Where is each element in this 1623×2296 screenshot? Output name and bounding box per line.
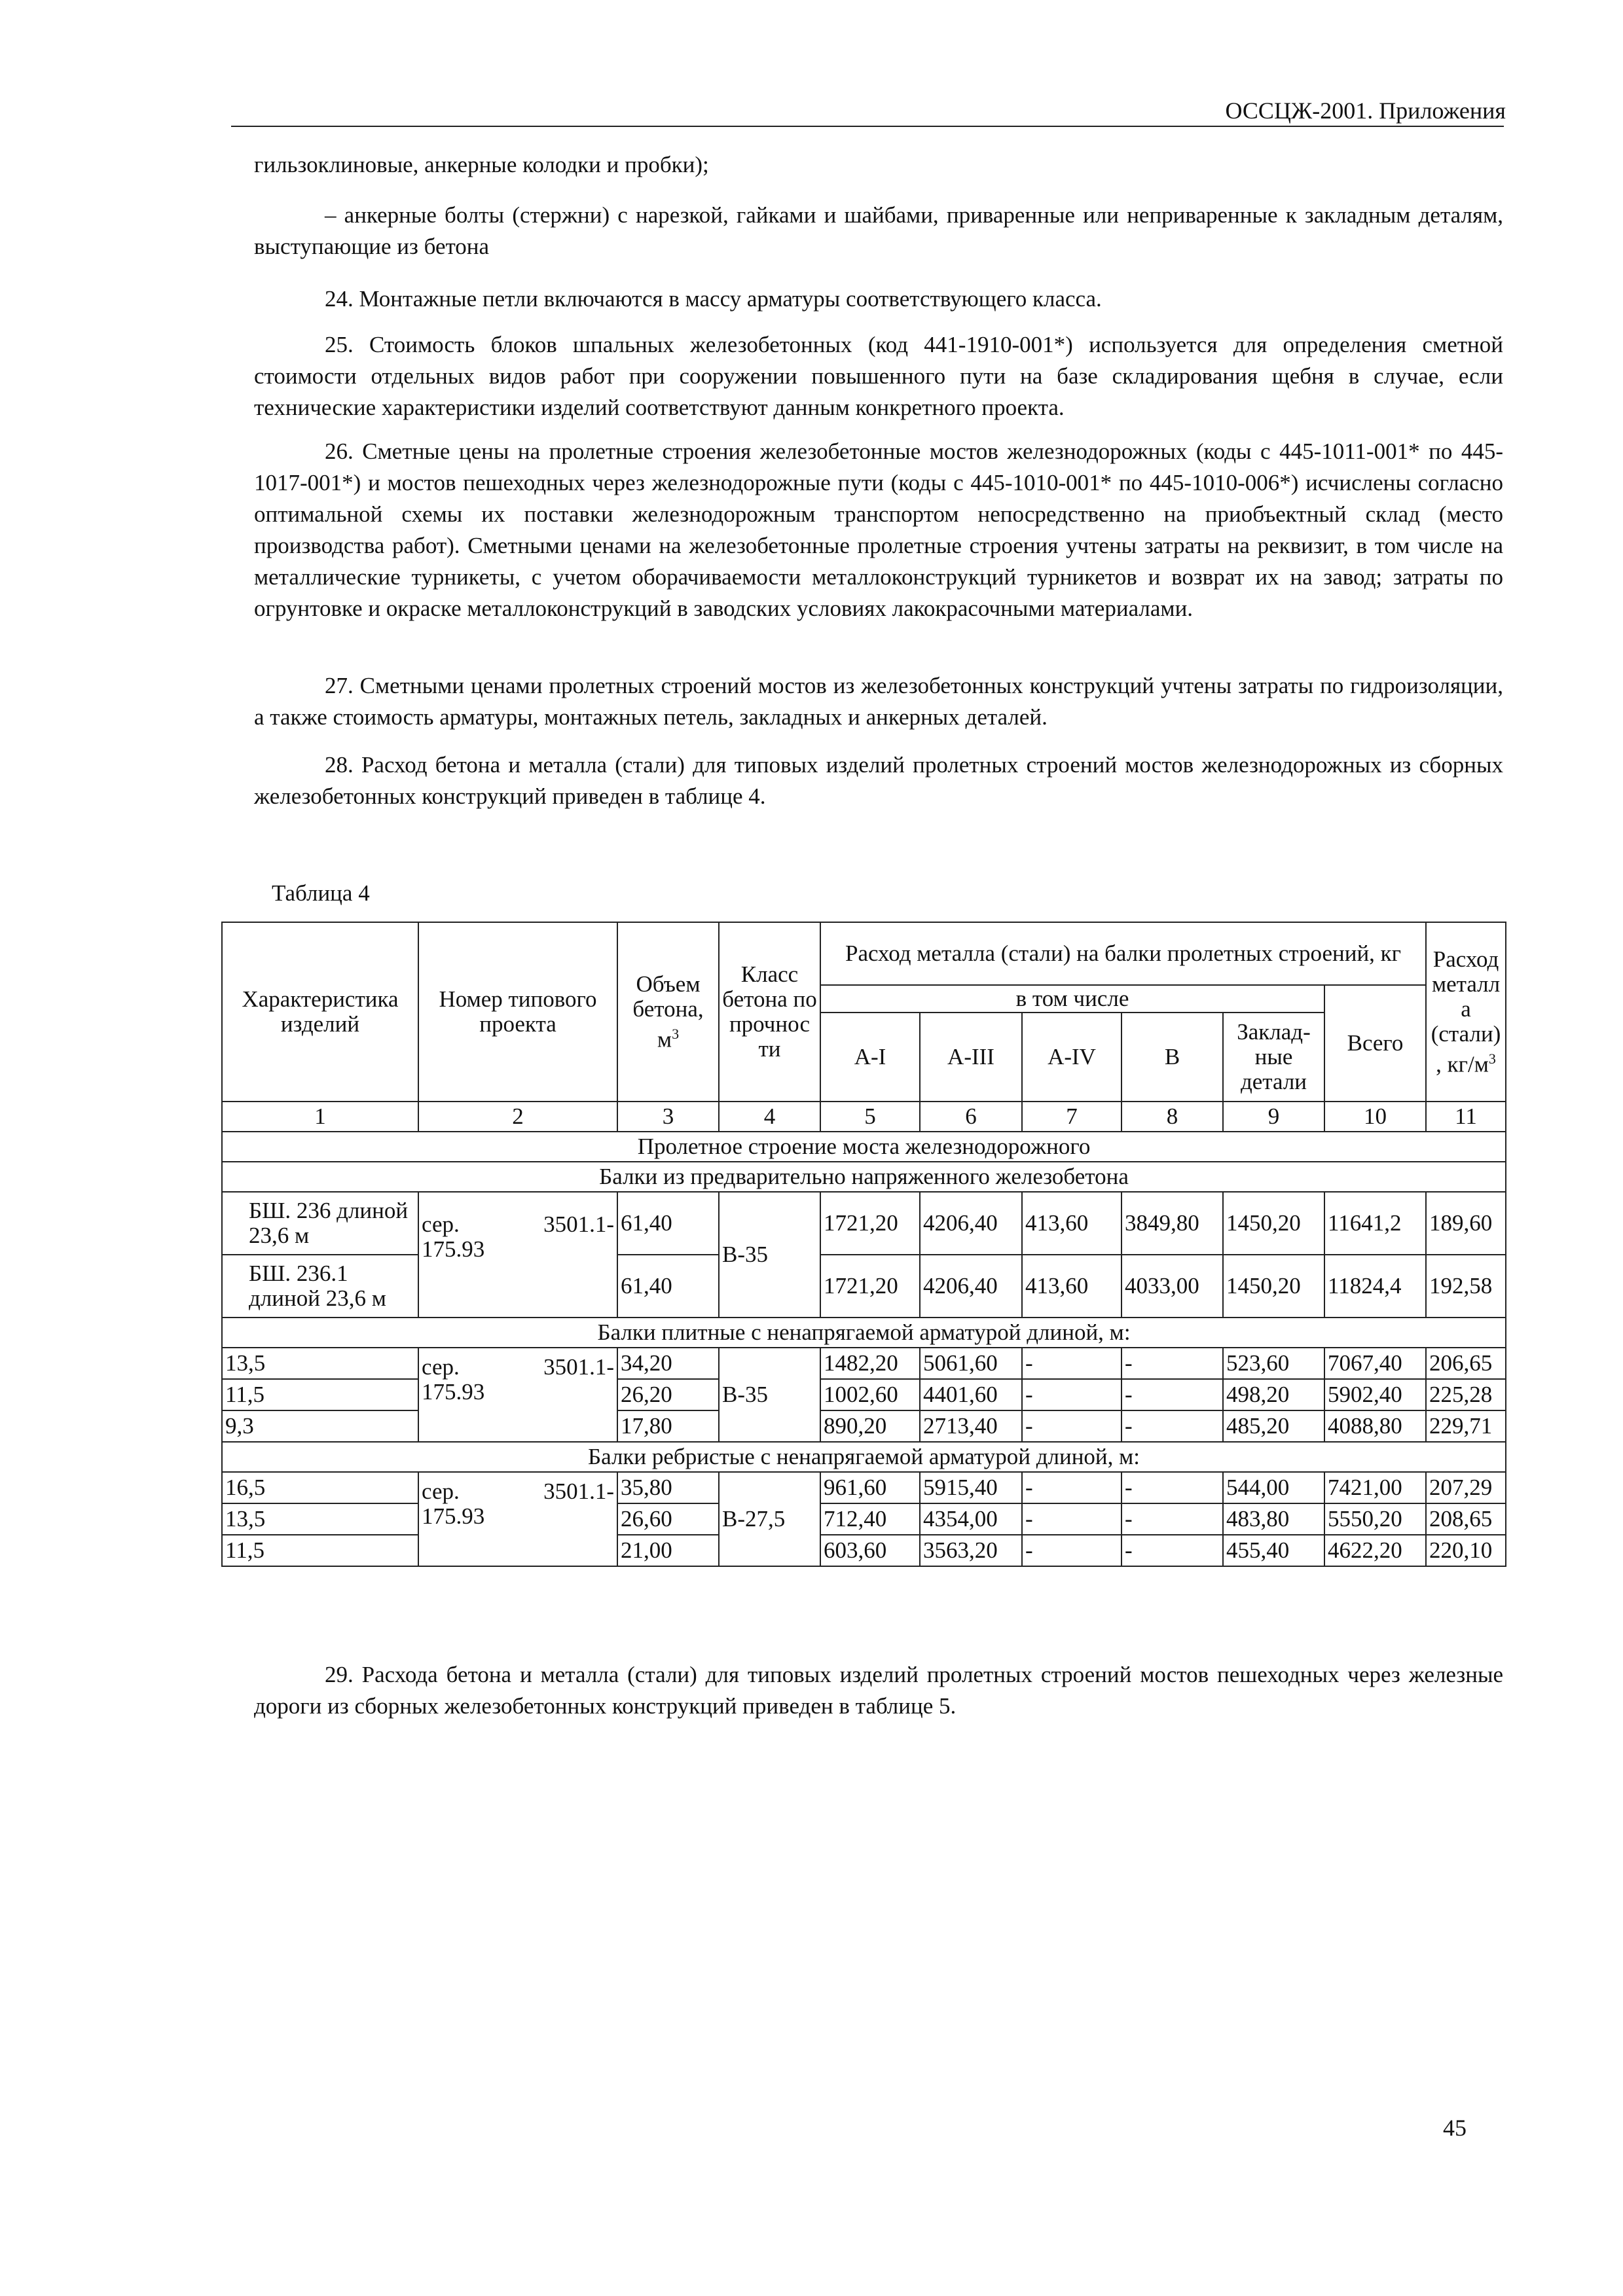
- paragraph-29: 29. Расхода бетона и металла (стали) для типовых изделий пролетных строений мостов пешеходных через железные дороги из сборных железобетонных конструкций приведен в таблице 5.: [254, 1662, 1503, 1719]
- paragraph-26: 26. Сметные цены на пролетные строения железобетонные мостов железнодорожных (коды с 445-1011-001* по 445-1017-001*) и мостов пешеходных через железнодорожные пути (коды с 445-1010-001* по 445-1010-006*) исчислены согласно оптимальной схемы их поставки железнодорожным транспортом непосредственно на приобъектный склад (место производства работ). Сметными ценами на железобетонные пролетные строения учтены затраты на реквизит, в том числе на металлические турникеты, с учетом оборачиваемости металлоконструкций турникетов и возврат их на завод; затраты по огрунтовке и окраске металлоконструкций в заводских условиях лакокрасочными материалами.: [254, 439, 1503, 621]
- row-a1: 890,20: [820, 1410, 920, 1442]
- row-a4: -: [1022, 1503, 1122, 1535]
- row-b: -: [1122, 1535, 1223, 1566]
- row-volume: 17,80: [617, 1410, 719, 1442]
- row-b: 4033,00: [1122, 1255, 1223, 1318]
- row-volume: 26,60: [617, 1503, 719, 1535]
- concrete-class-cell: В-35: [719, 1192, 820, 1318]
- row-b: -: [1122, 1503, 1223, 1535]
- table-row: [222, 1472, 1506, 1503]
- row-a1: 712,40: [820, 1503, 920, 1535]
- row-embedded: 455,40: [1223, 1535, 1324, 1566]
- row-volume: 35,80: [617, 1472, 719, 1503]
- row-a3: 3563,20: [920, 1535, 1022, 1566]
- row-total: 7067,40: [1324, 1348, 1426, 1379]
- row-characteristic: 16,5: [222, 1472, 418, 1503]
- row-embedded: 498,20: [1223, 1379, 1324, 1410]
- paragraph-24: 24. Монтажные петли включаются в массу арматуры соответствующего класса.: [325, 286, 1102, 312]
- row-a4: -: [1022, 1410, 1122, 1442]
- row-b: -: [1122, 1472, 1223, 1503]
- row-embedded: 1450,20: [1223, 1255, 1324, 1318]
- row-embedded: 1450,20: [1223, 1192, 1324, 1255]
- row-volume: 34,20: [617, 1348, 719, 1379]
- row-characteristic: 9,3: [222, 1410, 418, 1442]
- table-row: [222, 1379, 1506, 1410]
- concrete-class-cell: В-35: [719, 1348, 820, 1442]
- row-per-m3: 208,65: [1426, 1503, 1506, 1535]
- header-metal-usage: Расход металла (стали) на балки пролетных строений, кг: [820, 922, 1426, 985]
- row-characteristic: 11,5: [222, 1535, 418, 1566]
- group-title-slab: Балки плитные с ненапрягаемой арматурой длиной, м:: [222, 1318, 1506, 1348]
- row-a1: 603,60: [820, 1535, 920, 1566]
- row-b: 3849,80: [1122, 1192, 1223, 1255]
- header-embedded: Заклад- ные детали: [1223, 1013, 1324, 1102]
- row-a3: 5061,60: [920, 1348, 1022, 1379]
- row-a4: -: [1022, 1379, 1122, 1410]
- header-concrete-class: Класс бетона по прочнос ти: [719, 922, 820, 1102]
- group-title-ribbed: Балки ребристые с ненапрягаемой арматурой длиной, м:: [222, 1442, 1506, 1472]
- paragraph-continuation: гильзоклиновые, анкерные колодки и пробки);: [254, 152, 709, 177]
- column-number: 6: [920, 1102, 1022, 1132]
- row-embedded: 523,60: [1223, 1348, 1324, 1379]
- row-a3: 4401,60: [920, 1379, 1022, 1410]
- row-per-m3: 207,29: [1426, 1472, 1506, 1503]
- row-a4: 413,60: [1022, 1192, 1122, 1255]
- column-number: 3: [617, 1102, 719, 1132]
- table-row: [222, 1503, 1506, 1535]
- header-b: В: [1122, 1013, 1223, 1102]
- row-volume: 21,00: [617, 1535, 719, 1566]
- row-a1: 1002,60: [820, 1379, 920, 1410]
- table-row: [222, 1192, 1506, 1255]
- column-number: 4: [719, 1102, 820, 1132]
- row-a3: 5915,40: [920, 1472, 1022, 1503]
- row-characteristic: 13,5: [222, 1503, 418, 1535]
- header-concrete-volume: Объем бетона, $м^3$: [617, 922, 719, 1102]
- concrete-class-cell: В-27,5: [719, 1472, 820, 1566]
- row-per-m3: 229,71: [1426, 1410, 1506, 1442]
- column-number: 2: [418, 1102, 617, 1132]
- row-per-m3: 225,28: [1426, 1379, 1506, 1410]
- row-total: 11641,2: [1324, 1192, 1426, 1255]
- group-title-prestressed: Балки из предварительно напряженного железобетона: [222, 1162, 1506, 1192]
- row-a3: 4206,40: [920, 1192, 1022, 1255]
- project-number-cell: сер. 3501.1- 175.93: [418, 1348, 617, 1442]
- row-per-m3: 192,58: [1426, 1255, 1506, 1318]
- row-per-m3: 206,65: [1426, 1348, 1506, 1379]
- row-a1: 1721,20: [820, 1192, 920, 1255]
- column-number: 7: [1022, 1102, 1122, 1132]
- row-a1: 1721,20: [820, 1255, 920, 1318]
- row-a4: -: [1022, 1535, 1122, 1566]
- row-total: 4088,80: [1324, 1410, 1426, 1442]
- column-number: 1: [222, 1102, 418, 1132]
- header-metal-per-m3: Расход металл а (стали) , $кг/м^3$: [1426, 922, 1506, 1102]
- row-b: -: [1122, 1348, 1223, 1379]
- row-a4: -: [1022, 1348, 1122, 1379]
- row-a3: 2713,40: [920, 1410, 1022, 1442]
- row-b: -: [1122, 1379, 1223, 1410]
- row-characteristic: 13,5: [222, 1348, 418, 1379]
- project-number-cell: сер. 3501.1- 175.93: [418, 1472, 617, 1566]
- row-a1: 961,60: [820, 1472, 920, 1503]
- row-characteristic: 11,5: [222, 1379, 418, 1410]
- table-row: [222, 1255, 1506, 1318]
- row-per-m3: 189,60: [1426, 1192, 1506, 1255]
- column-number: 10: [1324, 1102, 1426, 1132]
- table-4: [221, 922, 1506, 1567]
- header-rule: [231, 126, 1504, 127]
- row-characteristic: БШ. 236.1 длиной 23,6 м: [222, 1255, 418, 1318]
- row-total: 11824,4: [1324, 1255, 1426, 1318]
- row-b: -: [1122, 1410, 1223, 1442]
- header-a1: А-I: [820, 1013, 920, 1102]
- row-a3: 4354,00: [920, 1503, 1022, 1535]
- column-number: 9: [1223, 1102, 1324, 1132]
- header-including: в том числе: [820, 985, 1324, 1013]
- running-header: ОССЦЖ-2001. Приложения: [1225, 98, 1506, 124]
- project-number-cell: сер. 3501.1- 175.93: [418, 1192, 617, 1318]
- row-total: 7421,00: [1324, 1472, 1426, 1503]
- column-number: 11: [1426, 1102, 1506, 1132]
- table-caption: Таблица 4: [272, 880, 370, 906]
- column-number-row: [222, 1102, 1506, 1132]
- row-a4: -: [1022, 1472, 1122, 1503]
- row-embedded: 544,00: [1223, 1472, 1324, 1503]
- row-per-m3: 220,10: [1426, 1535, 1506, 1566]
- row-volume: 26,20: [617, 1379, 719, 1410]
- section-title: Пролетное строение моста железнодорожного: [222, 1132, 1506, 1162]
- column-number: 5: [820, 1102, 920, 1132]
- row-volume: 61,40: [617, 1192, 719, 1255]
- table-row: [222, 1348, 1506, 1379]
- paragraph-28: 28. Расход бетона и металла (стали) для типовых изделий пролетных строений мостов железнодорожных из сборных железобетонных конструкций приведен в таблице 4.: [254, 752, 1503, 809]
- row-total: 5902,40: [1324, 1379, 1426, 1410]
- row-characteristic: БШ. 236 длиной 23,6 м: [222, 1192, 418, 1255]
- paragraph-27: 27. Сметными ценами пролетных строений мостов из железобетонных конструкций учтены затраты по гидроизоляции, а также стоимость арматуры, монтажных петель, закладных и анкерных деталей.: [254, 673, 1503, 730]
- table-row: [222, 1535, 1506, 1566]
- row-embedded: 485,20: [1223, 1410, 1324, 1442]
- page-number: 45: [1443, 2115, 1467, 2141]
- table-row: [222, 1410, 1506, 1442]
- row-embedded: 483,80: [1223, 1503, 1324, 1535]
- header-project-number: Номер типового проекта: [418, 922, 617, 1102]
- column-number: 8: [1122, 1102, 1223, 1132]
- header-characteristic: Характеристика изделий: [222, 922, 418, 1102]
- row-a3: 4206,40: [920, 1255, 1022, 1318]
- paragraph-25: 25. Стоимость блоков шпальных железобетонных (код 441-1910-001*) используется для определения сметной стоимости отдельных видов работ при сооружении повышенного пути на базе складирования щебня в случае, если технические характеристики изделий соответствуют данным конкретного проекта.: [254, 332, 1503, 420]
- row-total: 5550,20: [1324, 1503, 1426, 1535]
- row-a4: 413,60: [1022, 1255, 1122, 1318]
- row-total: 4622,20: [1324, 1535, 1426, 1566]
- header-a4: А-IV: [1022, 1013, 1122, 1102]
- row-a1: 1482,20: [820, 1348, 920, 1379]
- header-total: Всего: [1324, 985, 1426, 1102]
- paragraph-anchor-bolts: – анкерные болты (стержни) с нарезкой, гайками и шайбами, приваренные или неприваренные к закладным деталям, выступающие из бетона: [254, 202, 1503, 259]
- row-volume: 61,40: [617, 1255, 719, 1318]
- header-a3: А-III: [920, 1013, 1022, 1102]
